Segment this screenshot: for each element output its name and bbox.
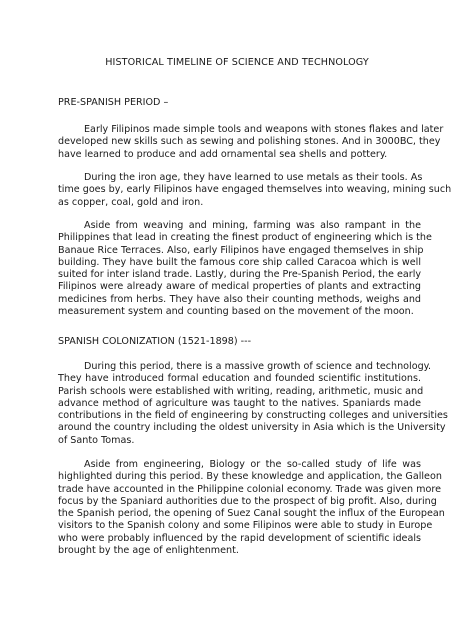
text-line: advance method of agriculture was taught to the natives. Spaniards made bbox=[58, 397, 421, 409]
section-heading-pre-spanish: PRE-SPANISH PERIOD – bbox=[58, 97, 169, 108]
text-line: around the country including the oldest university in Asia which is the University bbox=[58, 422, 446, 434]
text-line: building. They have built the famous core ship called Caracoa which is well bbox=[58, 256, 421, 268]
section-heading-spanish-colonization: SPANISH COLONIZATION (1521-1898) --- bbox=[58, 336, 252, 347]
paragraph-farming-shipbuilding bbox=[58, 220, 432, 318]
text-line: as copper, coal, gold and iron. bbox=[58, 196, 204, 208]
text-line: Filipinos were already aware of medical properties of plants and extracting bbox=[58, 281, 421, 293]
text-line: visitors to the Spanish colony and some Filipinos were able to study in Europe bbox=[58, 520, 433, 532]
text-line: Banaue Rice Terraces. Also, early Filipinos have engaged themselves in ship bbox=[58, 244, 424, 256]
text-line: During this period, there is a massive growth of science and technology. bbox=[84, 361, 432, 372]
text-line: brought by the age of enlightenment. bbox=[58, 545, 239, 557]
text-line: Parish schools were established with writing, reading, arithmetic, music and bbox=[58, 385, 424, 397]
paragraph-early-tools bbox=[58, 124, 444, 161]
text-line: of Santo Tomas. bbox=[58, 434, 135, 446]
text-line: medicines from herbs. They have also their counting methods, weighs and bbox=[58, 293, 421, 305]
document-title: HISTORICAL TIMELINE OF SCIENCE AND TECHNOLOGY bbox=[105, 57, 369, 68]
text-line: focus by the Spaniard authorities due to the prospect of big profit. Also, during bbox=[58, 495, 437, 507]
text-line: who were probably influenced by the rapid development of scientific ideals bbox=[58, 532, 421, 544]
paragraph-science-growth bbox=[58, 361, 448, 447]
text-line: developed new skills such as sewing and polishing stones. And in 3000BC, they bbox=[58, 136, 441, 148]
text-line: During the iron age, they have learned to use metals as their tools. As bbox=[84, 172, 423, 183]
text-line: They have introduced formal education and founded scientific institutions. bbox=[58, 373, 421, 385]
text-line: Early Filipinos made simple tools and weapons with stones flakes and later bbox=[84, 124, 444, 135]
paragraph-iron-age bbox=[58, 172, 452, 209]
text-line: contributions in the field of engineering by constructing colleges and universities bbox=[58, 410, 448, 422]
text-line: measurement system and counting based on the movement of the moon. bbox=[58, 306, 414, 318]
text-line: Aside from engineering, Biology or the so-called study of life was bbox=[84, 459, 421, 470]
text-line: Aside from weaving and mining, farming was also rampant in the bbox=[84, 220, 421, 231]
text-line: have learned to produce and add ornamental sea shells and pottery. bbox=[58, 148, 388, 160]
text-line: Philippines that lead in creating the finest product of engineering which is the bbox=[58, 232, 432, 244]
text-line: suited for inter island trade. Lastly, during the Pre-Spanish Period, the early bbox=[58, 269, 422, 281]
text-line: highlighted during this period. By these knowledge and application, the Galleon bbox=[58, 471, 442, 483]
text-line: time goes by, early Filipinos have engaged themselves into weaving, mining such bbox=[58, 184, 452, 196]
paragraph-biology-trade bbox=[58, 459, 445, 557]
text-line: trade have accounted in the Philippine colonial economy. Trade was given more bbox=[58, 483, 441, 495]
text-line: the Spanish period, the opening of Suez Canal sought the influx of the European bbox=[58, 508, 445, 520]
